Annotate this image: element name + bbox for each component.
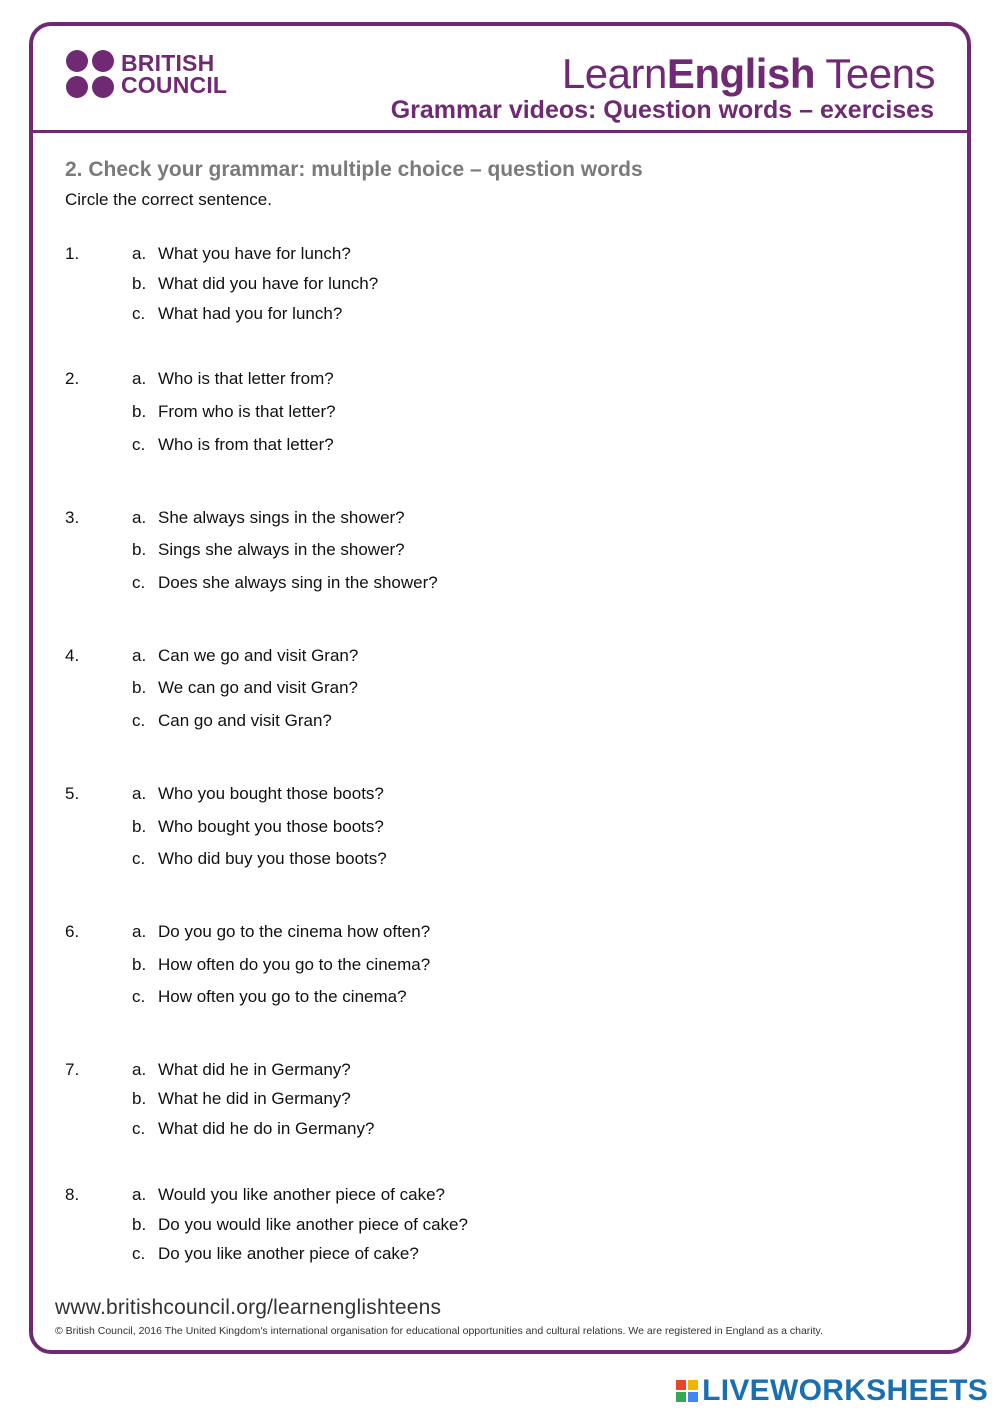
question-number: 8.: [65, 1185, 80, 1204]
answer-option[interactable]: b. We can go and visit Gran?: [132, 678, 359, 697]
answer-option[interactable]: c. Who did buy you those boots?: [132, 849, 387, 868]
answer-option[interactable]: c. Who is from that letter?: [132, 435, 334, 454]
answer-option[interactable]: b. How often do you go to the cinema?: [132, 955, 431, 974]
document-title: Grammar videos: Question words – exercises: [390, 96, 934, 124]
section-title: 2. Check your grammar: multiple choice – question words: [65, 158, 643, 181]
answer-option[interactable]: c. Do you like another piece of cake?: [132, 1244, 419, 1263]
question-number: 1.: [65, 244, 80, 263]
answer-option[interactable]: c. Can go and visit Gran?: [132, 711, 332, 730]
header-divider: [33, 130, 967, 133]
question-number: 3.: [65, 508, 80, 527]
british-council-logo: [66, 50, 227, 98]
answer-option[interactable]: a. What you have for lunch?: [132, 244, 351, 263]
question-number: 4.: [65, 646, 80, 665]
answer-option[interactable]: a. What did he in Germany?: [132, 1060, 351, 1079]
answer-option[interactable]: c. How often you go to the cinema?: [132, 987, 407, 1006]
answer-option[interactable]: c. What had you for lunch?: [132, 304, 343, 323]
answer-option[interactable]: a. Can we go and visit Gran?: [132, 646, 359, 665]
answer-option[interactable]: b. Sings she always in the shower?: [132, 540, 405, 559]
british-council-dots-icon: [66, 50, 114, 98]
answer-option[interactable]: a. Who you bought those boots?: [132, 784, 384, 803]
liveworksheets-icon: [676, 1380, 698, 1402]
answer-option[interactable]: c. What did he do in Germany?: [132, 1119, 375, 1138]
footer-copyright: © British Council, 2016 The United Kingdom's international organisation for educational opportunities and cultural relations. We are registered in England as a charity.: [55, 1325, 823, 1337]
answer-option[interactable]: b. What he did in Germany?: [132, 1089, 351, 1108]
answer-option[interactable]: b. From who is that letter?: [132, 402, 336, 421]
answer-option[interactable]: c. Does she always sing in the shower?: [132, 573, 438, 592]
question-number: 2.: [65, 369, 80, 388]
liveworksheets-watermark: [676, 1374, 988, 1408]
question-number: 5.: [65, 784, 80, 803]
british-council-wordmark: BRITISH COUNCIL: [121, 50, 228, 98]
answer-option[interactable]: b. What did you have for lunch?: [132, 274, 379, 293]
answer-option[interactable]: b. Do you would like another piece of cake?: [132, 1215, 468, 1234]
footer-url[interactable]: www.britishcouncil.org/learnenglishteens: [55, 1296, 442, 1319]
answer-option[interactable]: a. Would you like another piece of cake?: [132, 1185, 445, 1204]
answer-option[interactable]: a. She always sings in the shower?: [132, 508, 405, 527]
answer-option[interactable]: a. Who is that letter from?: [132, 369, 334, 388]
answer-option[interactable]: b. Who bought you those boots?: [132, 817, 384, 836]
learnenglish-teens-logo: LearnEnglish Teens: [561, 50, 935, 97]
question-number: 6.: [65, 922, 80, 941]
instruction-text: Circle the correct sentence.: [65, 190, 272, 209]
liveworksheets-wordmark: LIVEWORKSHEETS: [702, 1374, 988, 1407]
question-number: 7.: [65, 1060, 80, 1079]
answer-option[interactable]: a. Do you go to the cinema how often?: [132, 922, 431, 941]
